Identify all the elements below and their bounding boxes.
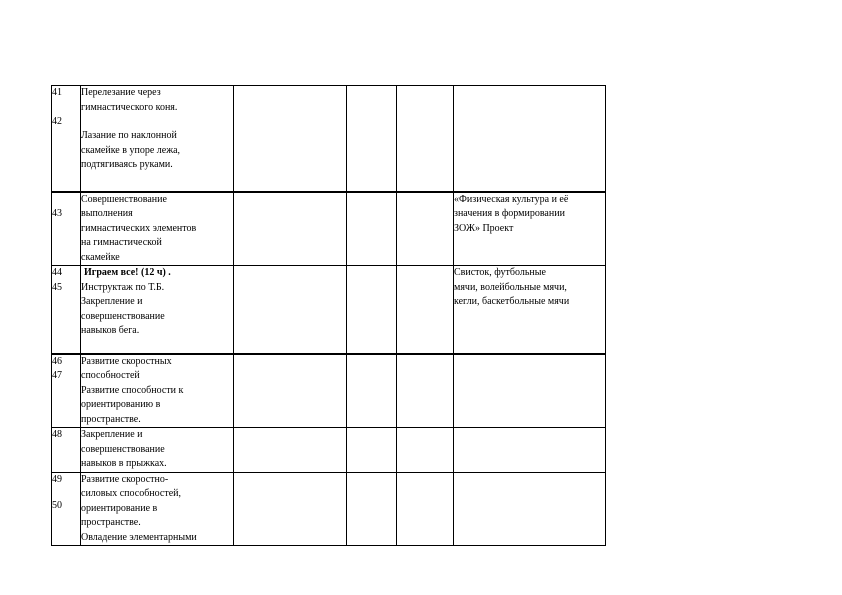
lesson-number: 42	[52, 115, 62, 127]
table-row	[52, 428, 606, 473]
topic-line: Перелезание через	[81, 87, 161, 98]
notes-line: «Физическая культура и её	[454, 193, 569, 205]
lesson-number: 50	[52, 500, 62, 511]
empty-cell	[234, 266, 347, 354]
notes-cell	[454, 192, 606, 266]
lesson-number-cell	[52, 266, 81, 354]
lesson-number-cell	[52, 192, 81, 266]
topic-line: гимнастических элементов	[81, 222, 197, 234]
lesson-topic-cell	[81, 192, 234, 266]
topic-line: ориентирование в	[81, 502, 158, 514]
lesson-number-cell	[52, 472, 81, 546]
lesson-number-cell	[52, 86, 81, 192]
notes-cell	[454, 266, 606, 354]
empty-cell	[347, 428, 397, 473]
topic-line: навыков бега.	[81, 325, 140, 336]
empty-cell	[234, 428, 347, 473]
lesson-topic-cell	[81, 354, 234, 428]
empty-cell	[347, 472, 397, 546]
lesson-number: 45	[52, 281, 62, 293]
topic-line: Закрепление и	[81, 296, 143, 307]
lesson-number-cell	[52, 354, 81, 428]
notes-cell	[454, 428, 606, 473]
empty-cell	[234, 192, 347, 266]
lesson-plan-table	[51, 85, 606, 546]
lesson-number: 43	[52, 207, 62, 219]
topic-line: силовых способностей,	[81, 488, 181, 499]
topic-line: гимнастического коня.	[81, 101, 178, 113]
notes-cell	[454, 354, 606, 428]
lesson-topic-cell	[81, 266, 234, 354]
empty-cell	[234, 472, 347, 546]
notes-line: ЗОЖ» Проект	[454, 222, 514, 234]
empty-cell	[397, 86, 454, 192]
empty-cell	[347, 354, 397, 428]
lesson-number: 48	[52, 429, 62, 440]
notes-line: мячи, волейбольные мячи,	[454, 281, 567, 293]
topic-line: Развитие скоростных	[81, 355, 172, 367]
empty-cell	[397, 354, 454, 428]
topic-line: навыков в прыжках.	[81, 458, 167, 469]
lesson-number: 41	[52, 87, 62, 98]
topic-line: Лазание по наклонной	[81, 130, 177, 141]
empty-cell	[347, 86, 397, 192]
table-row	[52, 86, 606, 192]
topic-line: скамейке в упоре лежа,	[81, 144, 181, 156]
topic-line: Развитие скоростно-	[81, 473, 169, 485]
lesson-topic-cell	[81, 86, 234, 192]
table-row	[52, 266, 606, 354]
notes-line: кегли, баскетбольные мячи	[454, 296, 570, 307]
empty-cell	[347, 192, 397, 266]
notes-line: Свисток, футбольные	[454, 267, 546, 278]
topic-line: совершенствование	[81, 310, 165, 322]
lesson-number: 49	[52, 473, 62, 485]
section-heading: Играем все! (12 ч) .	[84, 267, 171, 278]
empty-cell	[397, 472, 454, 546]
topic-line: на гимнастической	[81, 237, 162, 248]
topic-line: пространстве.	[81, 413, 141, 425]
empty-cell	[234, 354, 347, 428]
notes-cell	[454, 86, 606, 192]
empty-cell	[347, 266, 397, 354]
notes-line: значения в формировании	[454, 208, 565, 219]
topic-line: Инструктаж по Т.Б.	[81, 281, 165, 293]
topic-line: Овладение элементарными	[81, 531, 197, 543]
table-row	[52, 472, 606, 546]
lesson-topic-cell	[81, 428, 234, 473]
topic-line: Совершенствование	[81, 193, 167, 205]
table-row	[52, 192, 606, 266]
lesson-number: 47	[52, 370, 62, 381]
lesson-number-cell	[52, 428, 81, 473]
topic-line: Закрепление и	[81, 429, 143, 440]
empty-cell	[397, 266, 454, 354]
topic-line: способностей	[81, 370, 140, 381]
topic-line: выполнения	[81, 208, 133, 219]
empty-cell	[397, 192, 454, 266]
empty-cell	[397, 428, 454, 473]
notes-cell	[454, 472, 606, 546]
lesson-number: 46	[52, 355, 62, 367]
topic-line: подтягиваясь руками.	[81, 159, 173, 170]
lesson-topic-cell	[81, 472, 234, 546]
empty-cell	[234, 86, 347, 192]
topic-line: совершенствование	[81, 443, 165, 455]
table-row	[52, 354, 606, 428]
lesson-number: 44	[52, 267, 62, 278]
topic-line: Развитие способности к	[81, 384, 184, 396]
topic-line: ориентированию в	[81, 399, 161, 410]
topic-line: скамейке	[81, 251, 120, 263]
topic-line: пространстве.	[81, 517, 141, 528]
